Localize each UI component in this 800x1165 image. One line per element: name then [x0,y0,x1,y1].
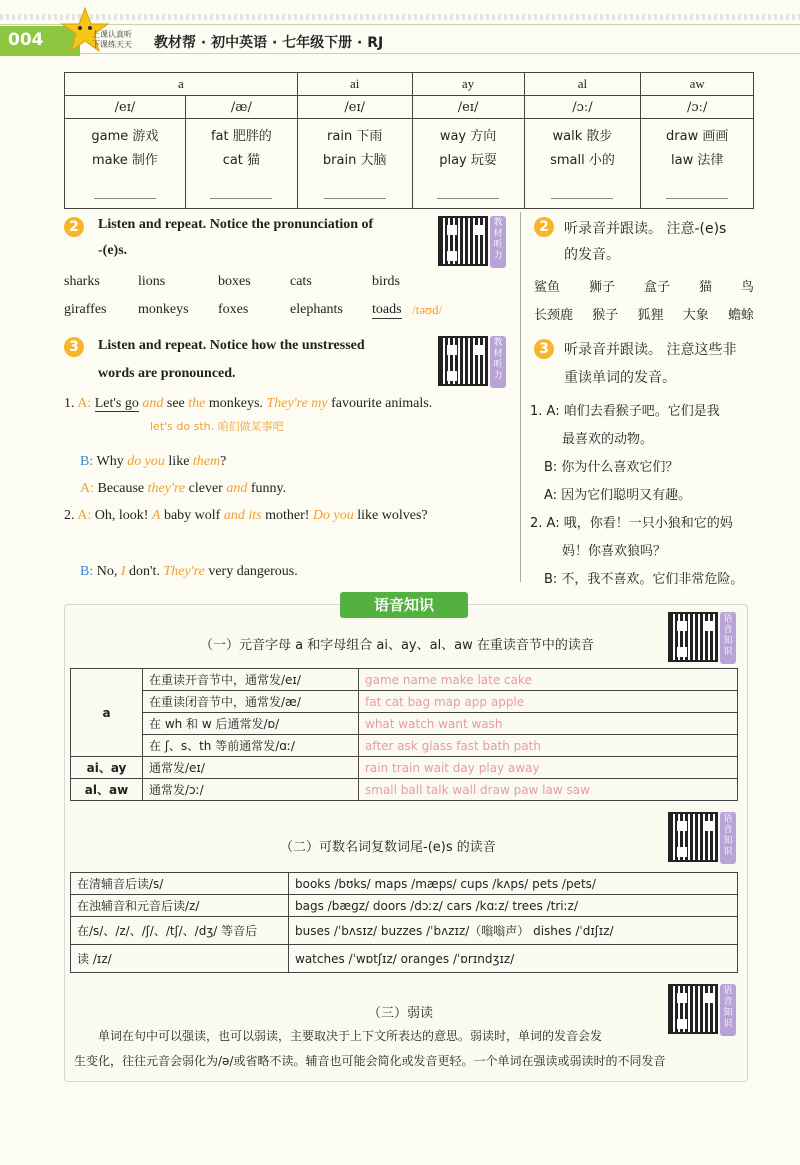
word: 鲨鱼 [534,280,561,295]
dialogue-1c: A: Because they're clever and funny. [80,481,287,496]
word-cell [412,119,524,209]
page-number: 004 [0,26,80,56]
dialogue-1b: B: Why do you like them? [80,454,227,469]
table-row [71,757,738,779]
word: brain 大脑 [322,153,387,168]
word: 蟾蜍 [727,308,754,323]
example-cell: what watch want wash [359,713,738,735]
word-cell [65,119,186,209]
qr-tag: 教材听力 [490,336,506,388]
section-3-instruction [98,332,428,388]
paragraph-line: 生变化，往往元音会弱化为/ə/或省略不读。辅音也可能会简化或发音更轻。一个单词在强读或弱读时的不同发音 [74,1054,666,1068]
table-row [65,73,754,96]
table-header: ai [297,73,412,96]
number-badge: 2 [534,217,554,237]
word-cell [524,119,641,209]
word: 猴子 [592,308,619,323]
dialogue-2a: 2. A: Oh, look! A baby wolf and its mother! Do you like wolves? [64,508,428,523]
ipa-cell: /ɔː/ [524,96,641,119]
instruction-line: 听录音并跟读。 注意这些非 [564,342,737,358]
table-header: ay [412,73,524,96]
table-row [65,119,754,209]
word: small 小的 [550,153,615,168]
word: 狐狸 [637,308,664,323]
word: giraffes [64,302,107,317]
rule-cell: 在重读闭音节中，通常发/æ/ [143,691,359,713]
word-cell [185,119,297,209]
ipa-note: /təʊd/ [412,302,443,317]
ipa-cell: /eɪ/ [65,96,186,119]
knowledge-title: 语音知识 [340,592,468,618]
example-cell: fat cat bag map app apple [359,691,738,713]
table-row [71,669,738,691]
cn-line: A: 因为它们聪明又有趣。 [544,488,692,503]
slogan [92,30,132,50]
fill-blank[interactable] [210,185,272,199]
cn-line: 最喜欢的动物。 [562,432,654,447]
cn-line: 2. A: 哦，你看！一只小狼和它的妈 [530,516,733,531]
table-row [71,735,738,757]
word: way 方向 [439,129,497,144]
example-cell: bags /bæɡz/ doors /dɔːz/ cars /kɑːz/ trees /triːz/ [289,895,738,917]
ipa-cell: /eɪ/ [297,96,412,119]
plural-rules-table [70,872,738,973]
fill-blank[interactable] [666,185,728,199]
number-badge: 2 [64,217,84,237]
table-header: aw [641,73,754,96]
word: foxes [218,302,249,317]
word: fat 肥胖的 [210,129,272,144]
example-cell: after ask glass fast bath path [359,735,738,757]
word: rain 下雨 [327,129,383,144]
section-3-number [64,336,84,357]
word-cell [297,119,412,209]
rule-cell: 在/s/、/z/、/ʃ/、/tʃ/、/dʒ/ 等音后 [71,917,289,945]
qr-tag: 语音知识 [720,612,736,664]
section-2-instruction [98,212,428,264]
rule-cell: 在浊辅音和元音后读/z/ [71,895,289,917]
table-row [71,895,738,917]
word: 盒子 [643,280,670,295]
instruction-line: 的发音。 [564,247,620,263]
fill-blank[interactable] [437,185,499,199]
cn-line: B: 不，我不喜欢。它们非常危险。 [544,572,744,587]
instruction-line: words are pronounced. [98,366,236,381]
word: toads [372,302,402,317]
section-3-cn-instruction [564,336,736,392]
word: birds [372,274,400,289]
slogan-line-2: 下课练天天 [92,40,132,49]
slogan-line-1: 上课认真听 [92,30,132,39]
ipa-cell: /eɪ/ [412,96,524,119]
section-3-cn-number [534,338,554,359]
ipa-cell: /ɔː/ [641,96,754,119]
word: monkeys [138,302,189,317]
table-row [71,691,738,713]
letter-cell: a [71,669,143,757]
number-badge: 3 [534,339,554,359]
cn-row-2 [534,304,754,323]
word: 大象 [682,308,709,323]
column-divider [520,212,521,582]
subsection-title: （一）元音字母 a 和字母组合 ai、ay、al、aw 在重读音节中的读音 [200,638,594,653]
table-row [71,713,738,735]
example-cell: small ball talk wall draw paw law saw [359,779,738,801]
word: elephants [290,302,343,317]
instruction-line: 重读单词的发音。 [564,370,676,386]
rule-cell: 在重读开音节中，通常发/eɪ/ [143,669,359,691]
example-cell: books /bʊks/ maps /mæps/ cups /kʌps/ pets /pets/ [289,873,738,895]
section-2-cn-instruction [564,216,726,268]
word: make 制作 [92,153,158,168]
vowel-table [64,72,754,209]
word: cat 猫 [222,153,261,168]
table-row [71,917,738,945]
page-header [0,0,800,62]
vowel-rules-table [70,668,738,801]
dialogue-1a: 1. A: Let's go and see the monkeys. They're my favourite animals. [64,396,433,411]
instruction-line: Listen and repeat. Notice the pronunciation of [98,217,374,232]
fill-blank[interactable] [324,185,386,199]
qr-code-icon[interactable] [668,812,718,862]
word: play 玩耍 [439,153,497,168]
word: 长颈鹿 [534,308,574,323]
qr-tag: 语音知识 [720,984,736,1036]
qr-code-icon[interactable] [668,612,718,662]
word: 鸟 [740,280,754,295]
cn-line: 1. A: 咱们去看猴子吧。它们是我 [530,404,720,419]
word: law 法律 [671,153,724,168]
qr-code-icon[interactable] [438,336,488,386]
rule-cell: 通常发/ɔː/ [143,779,359,801]
letter-cell: al、aw [71,779,143,801]
example-cell: game name make late cake [359,669,738,691]
table-row [71,873,738,895]
word: cats [290,274,312,289]
rule-cell: 读 /ɪz/ [71,945,289,973]
word: lions [138,274,166,289]
section-2-cn-number [534,216,554,237]
word: game 游戏 [91,129,159,144]
word: sharks [64,274,100,289]
word: boxes [218,274,251,289]
table-row [71,945,738,973]
word: walk 散步 [552,129,613,144]
fill-blank[interactable] [551,185,613,199]
ipa-cell: /æ/ [185,96,297,119]
fill-blank[interactable] [94,185,156,199]
example-cell: buses /ˈbʌsɪz/ buzzes /ˈbʌzɪz/（嗡嗡声） dishes /ˈdɪʃɪz/ [289,917,738,945]
table-row [71,779,738,801]
number-badge: 3 [64,337,84,357]
instruction-line: Listen and repeat. Notice how the unstressed [98,338,365,353]
qr-code-icon[interactable] [438,216,488,266]
book-title: 教材帮 · 初中英语 · 七年级下册 · RJ [154,35,384,51]
rule-cell: 通常发/eɪ/ [143,757,359,779]
phrase-note: let's do sth. 咱们做某事吧 [150,420,284,433]
header-dots [0,14,800,20]
dialogue-2b: B: No, I don't. They're very dangerous. [80,564,298,579]
table-header: a [65,73,298,96]
rule-cell: 在 ʃ、s、th 等前通常发/ɑː/ [143,735,359,757]
qr-tag: 教材听力 [490,216,506,268]
word: 猫 [698,280,712,295]
word-cell [641,119,754,209]
instruction-line: 听录音并跟读。 注意-(e)s [564,221,727,237]
qr-tag: 语音知识 [720,812,736,864]
word: 狮子 [588,280,615,295]
rule-cell: 在 wh 和 w 后通常发/ɒ/ [143,713,359,735]
paragraph-line: 单词在句中可以强读，也可以弱读，主要取决于上下文所表达的意思。弱读时，单词的发音会发 [98,1029,603,1043]
rule-cell: 在清辅音后读/s/ [71,873,289,895]
instruction-line: -(e)s. [98,243,128,258]
section-2-number [64,216,84,237]
cn-dialogue [530,398,743,594]
cn-line: 妈！你喜欢狼吗？ [562,544,667,559]
subsection-title: （二）可数名词复数词尾-(e)s 的读音 [280,840,496,855]
example-cell: watches /ˈwɒtʃɪz/ oranges /ˈɒrɪndʒɪz/ [289,945,738,973]
example-cell: rain train wait day play away [359,757,738,779]
table-row [65,96,754,119]
cn-row-1 [534,276,754,295]
word: draw 画画 [666,129,729,144]
table-header: al [524,73,641,96]
subsection-title: （三）弱读 [368,1006,434,1021]
cn-line: B: 你为什么喜欢它们？ [544,460,679,475]
letter-cell: ai、ay [71,757,143,779]
